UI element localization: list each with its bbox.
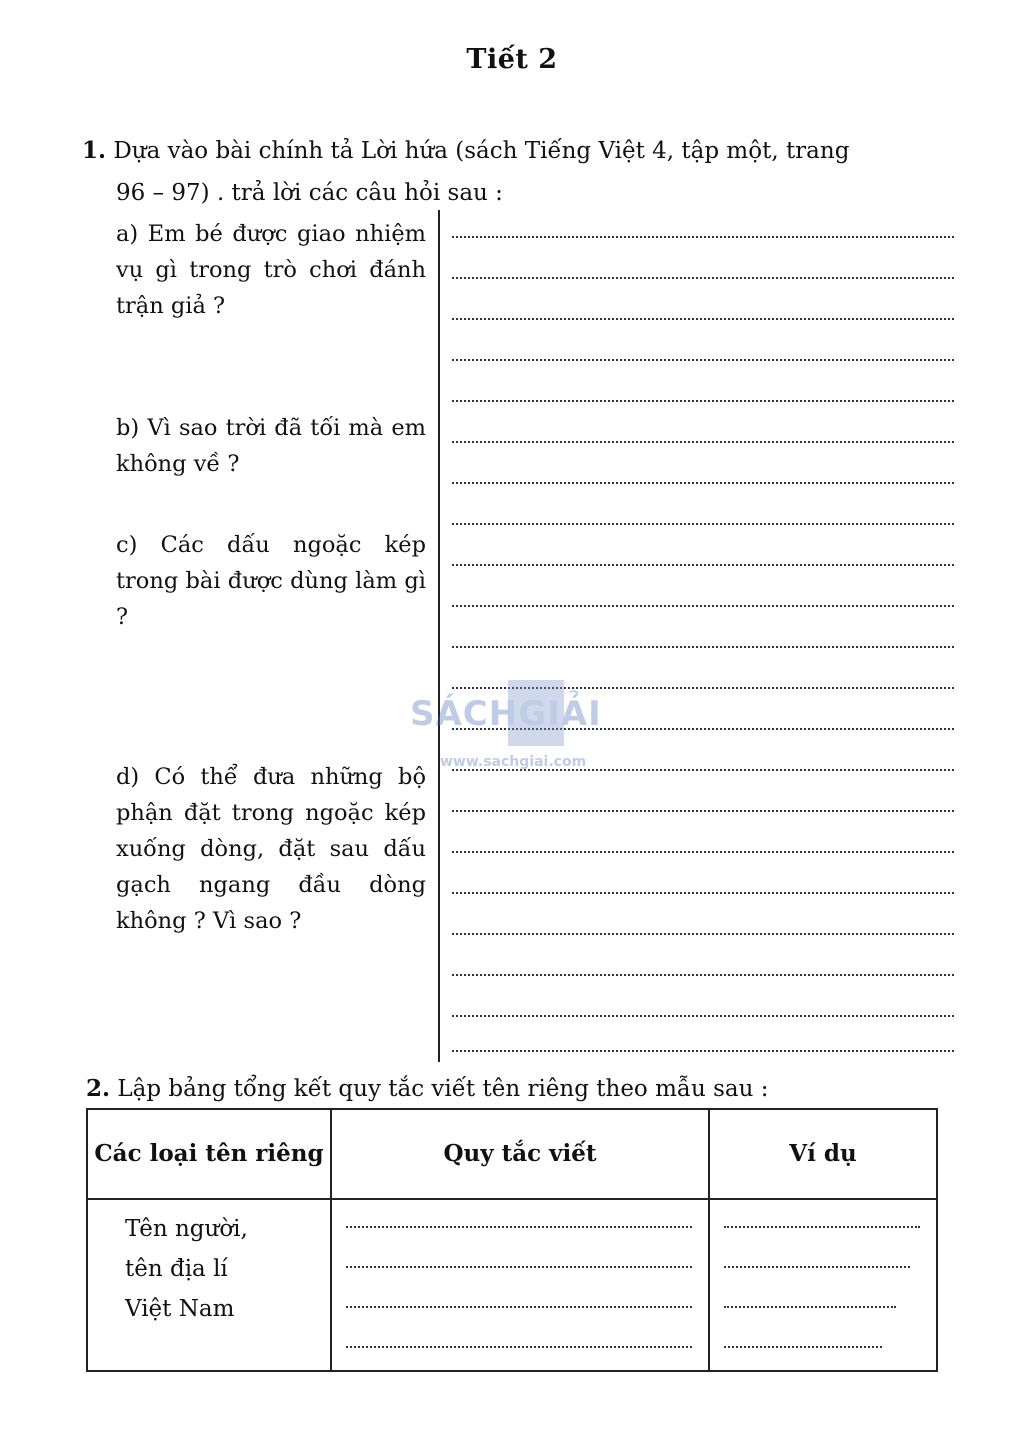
rules-table (86, 1108, 938, 1372)
header-rules: Quy tắc viết (331, 1109, 709, 1199)
answer-line[interactable] (452, 236, 954, 238)
question-1-number: 1. (82, 137, 107, 164)
answer-line[interactable] (452, 1050, 954, 1052)
answer-line[interactable] (724, 1346, 882, 1348)
row-label-line2: tên địa lí (125, 1256, 228, 1282)
answer-line[interactable] (724, 1306, 896, 1308)
header-examples: Ví dụ (709, 1109, 937, 1199)
answer-line[interactable] (724, 1266, 910, 1268)
question-1-text-line2: 96 – 97) . trả lời các câu hỏi sau : (116, 180, 503, 206)
watermark-logo (410, 676, 620, 776)
answer-line[interactable] (452, 974, 954, 976)
answer-line[interactable] (452, 400, 954, 402)
answer-line[interactable] (452, 523, 954, 525)
table-row (87, 1199, 937, 1371)
answer-line[interactable] (452, 605, 954, 607)
answer-line[interactable] (346, 1306, 692, 1308)
cell-rules[interactable] (331, 1199, 709, 1371)
answer-line[interactable] (452, 564, 954, 566)
answer-line[interactable] (452, 359, 954, 361)
watermark-text: SÁCHGIẢI (410, 694, 602, 734)
answer-line[interactable] (452, 1015, 954, 1017)
question-2-number: 2. (86, 1075, 111, 1102)
answer-line[interactable] (724, 1226, 920, 1228)
header-name-types: Các loại tên riêng (87, 1109, 331, 1199)
answer-line[interactable] (346, 1226, 692, 1228)
answer-line[interactable] (452, 646, 954, 648)
page-title: Tiết 2 (466, 44, 558, 75)
cell-name-type (87, 1199, 331, 1371)
answer-line[interactable] (452, 318, 954, 320)
question-2-text: Lập bảng tổng kết quy tắc viết tên riêng theo mẫu sau : (117, 1076, 769, 1102)
row-label-line3: Việt Nam (125, 1296, 235, 1322)
cell-examples[interactable] (709, 1199, 937, 1371)
sub-question-b: b) Vì sao trời đã tối mà em không về ? (116, 415, 426, 477)
answer-line[interactable] (452, 851, 954, 853)
watermark-url: www.sachgiai.com (440, 754, 587, 770)
row-label-line1: Tên người, (125, 1216, 248, 1242)
question-1 (82, 130, 952, 214)
answer-line[interactable] (346, 1266, 692, 1268)
column-divider (438, 210, 440, 1062)
question-2 (86, 1072, 966, 1106)
question-1-text-line1: Dựa vào bài chính tả Lời hứa (sách Tiếng Việt 4, tập một, trang (113, 138, 850, 164)
answer-line[interactable] (346, 1346, 692, 1348)
answer-line[interactable] (452, 441, 954, 443)
table-header-row (87, 1109, 937, 1199)
sub-question-d: d) Có thể đưa những bộ phận đặt trong ngoặc kép xuống dòng, đặt sau dấu gạch ngang đầu dòng không ? Vì sao ? (116, 764, 426, 934)
answer-line[interactable] (452, 482, 954, 484)
answer-line[interactable] (452, 933, 954, 935)
answer-line[interactable] (452, 892, 954, 894)
sub-question-c: c) Các dấu ngoặc kép trong bài được dùng làm gì ? (116, 532, 426, 630)
answer-line[interactable] (452, 277, 954, 279)
sub-question-a: a) Em bé được giao nhiệm vụ gì trong trò chơi đánh trận giả ? (116, 221, 426, 319)
answer-line[interactable] (452, 810, 954, 812)
